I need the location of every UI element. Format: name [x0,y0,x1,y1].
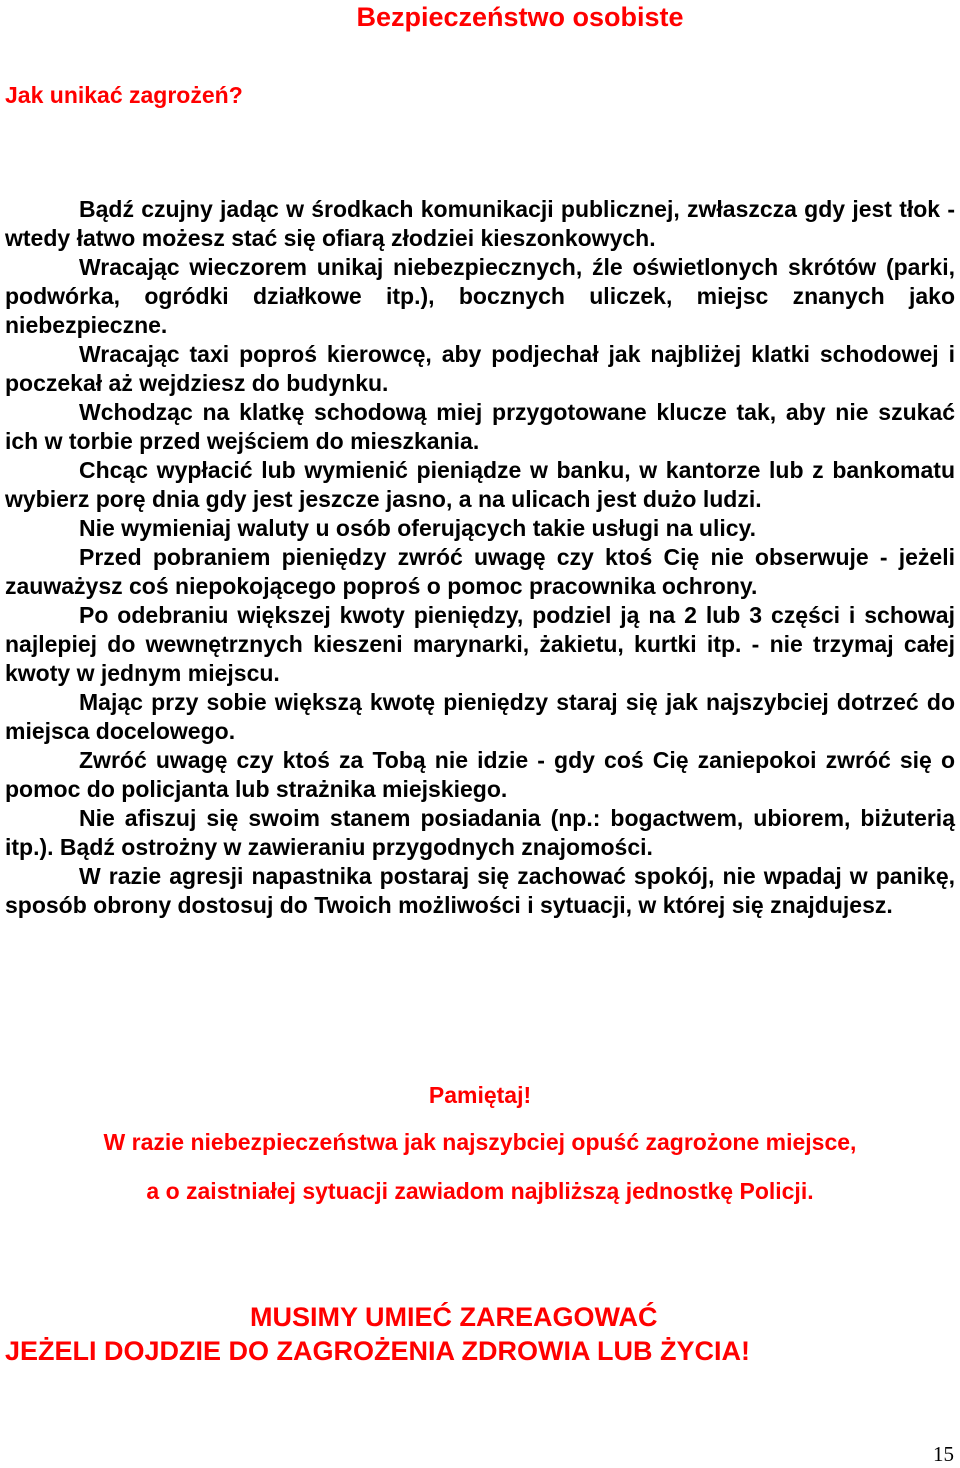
section-subtitle: Jak unikać zagrożeń? [5,82,243,108]
page-title: Bezpieczeństwo osobiste [356,2,684,32]
paragraph: Bądź czujny jadąc w środkach komunikacji publicznej, zwłaszcza gdy jest tłok - wtedy łatwo możesz stać się ofiarą złodziei kieszonkowych. [5,196,955,251]
paragraph: Po odebraniu większej kwoty pieniędzy, podziel ją na 2 lub 3 części i schowaj najlepiej do wewnętrznych kieszeni marynarki, żakietu, kurtki itp. - nie trzymaj całej kwoty w jednym miejscu. [5,602,955,686]
must-react-line-1: MUSIMY UMIEĆ ZAREAGOWAĆ [250,1302,658,1332]
paragraph: Nie afiszuj się swoim stanem posiadania (np.: bogactwem, ubiorem, biżuterią itp.). Bądź ostrożny w zawieraniu przygodnych znajomości. [5,805,955,860]
remember-heading: Pamiętaj! [428,1082,532,1108]
paragraph: Wracając wieczorem unikaj niebezpiecznych, źle oświetlonych skrótów (parki, podwórka, ogródki działkowe itp.), bocznych uliczek, miejsc znanych jako niebezpieczne. [5,254,955,338]
paragraph: Chcąc wypłacić lub wymienić pieniądze w banku, w kantorze lub z bankomatu wybierz porę dnia gdy jest jeszcze jasno, a na ulicach jest dużo ludzi. [5,457,955,512]
advice-text [5,195,955,920]
paragraph: W razie agresji napastnika postaraj się zachować spokój, nie wpadaj w panikę, sposób obrony dostosuj do Twoich możliwości i sytuacji, w której się znajdujesz. [5,863,955,918]
paragraph: Wracając taxi poproś kierowcę, aby podjechał jak najbliżej klatki schodowej i poczekał aż wejdziesz do budynku. [5,341,955,396]
paragraph: Wchodząc na klatkę schodową miej przygotowane klucze tak, aby nie szukać ich w torbie przed wejściem do mieszkania. [5,399,955,454]
must-react-line-2: JEŻELI DOJDZIE DO ZAGROŻENIA ZDROWIA LUB ŻYCIA! [5,1336,750,1366]
paragraph: Nie wymieniaj waluty u osób oferujących takie usługi na ulicy. [79,515,756,541]
page-number: 15 [933,1442,954,1466]
paragraph: Przed pobraniem pieniędzy zwróć uwagę czy ktoś Cię nie obserwuje - jeżeli zauważysz coś niepokojącego poproś o pomoc pracownika ochrony. [5,544,955,599]
paragraph: Zwróć uwagę czy ktoś za Tobą nie idzie - gdy coś Cię zaniepokoi zwróć się o pomoc do policjanta lub strażnika miejskiego. [5,747,955,802]
warning-line-2: a o zaistniałej sytuacji zawiadom najbliższą jednostkę Policji. [146,1178,814,1204]
paragraph: Mając przy sobie większą kwotę pieniędzy staraj się jak najszybciej dotrzeć do miejsca docelowego. [5,689,955,744]
warning-line-1: W razie niebezpieczeństwa jak najszybciej opuść zagrożone miejsce, [103,1129,857,1155]
